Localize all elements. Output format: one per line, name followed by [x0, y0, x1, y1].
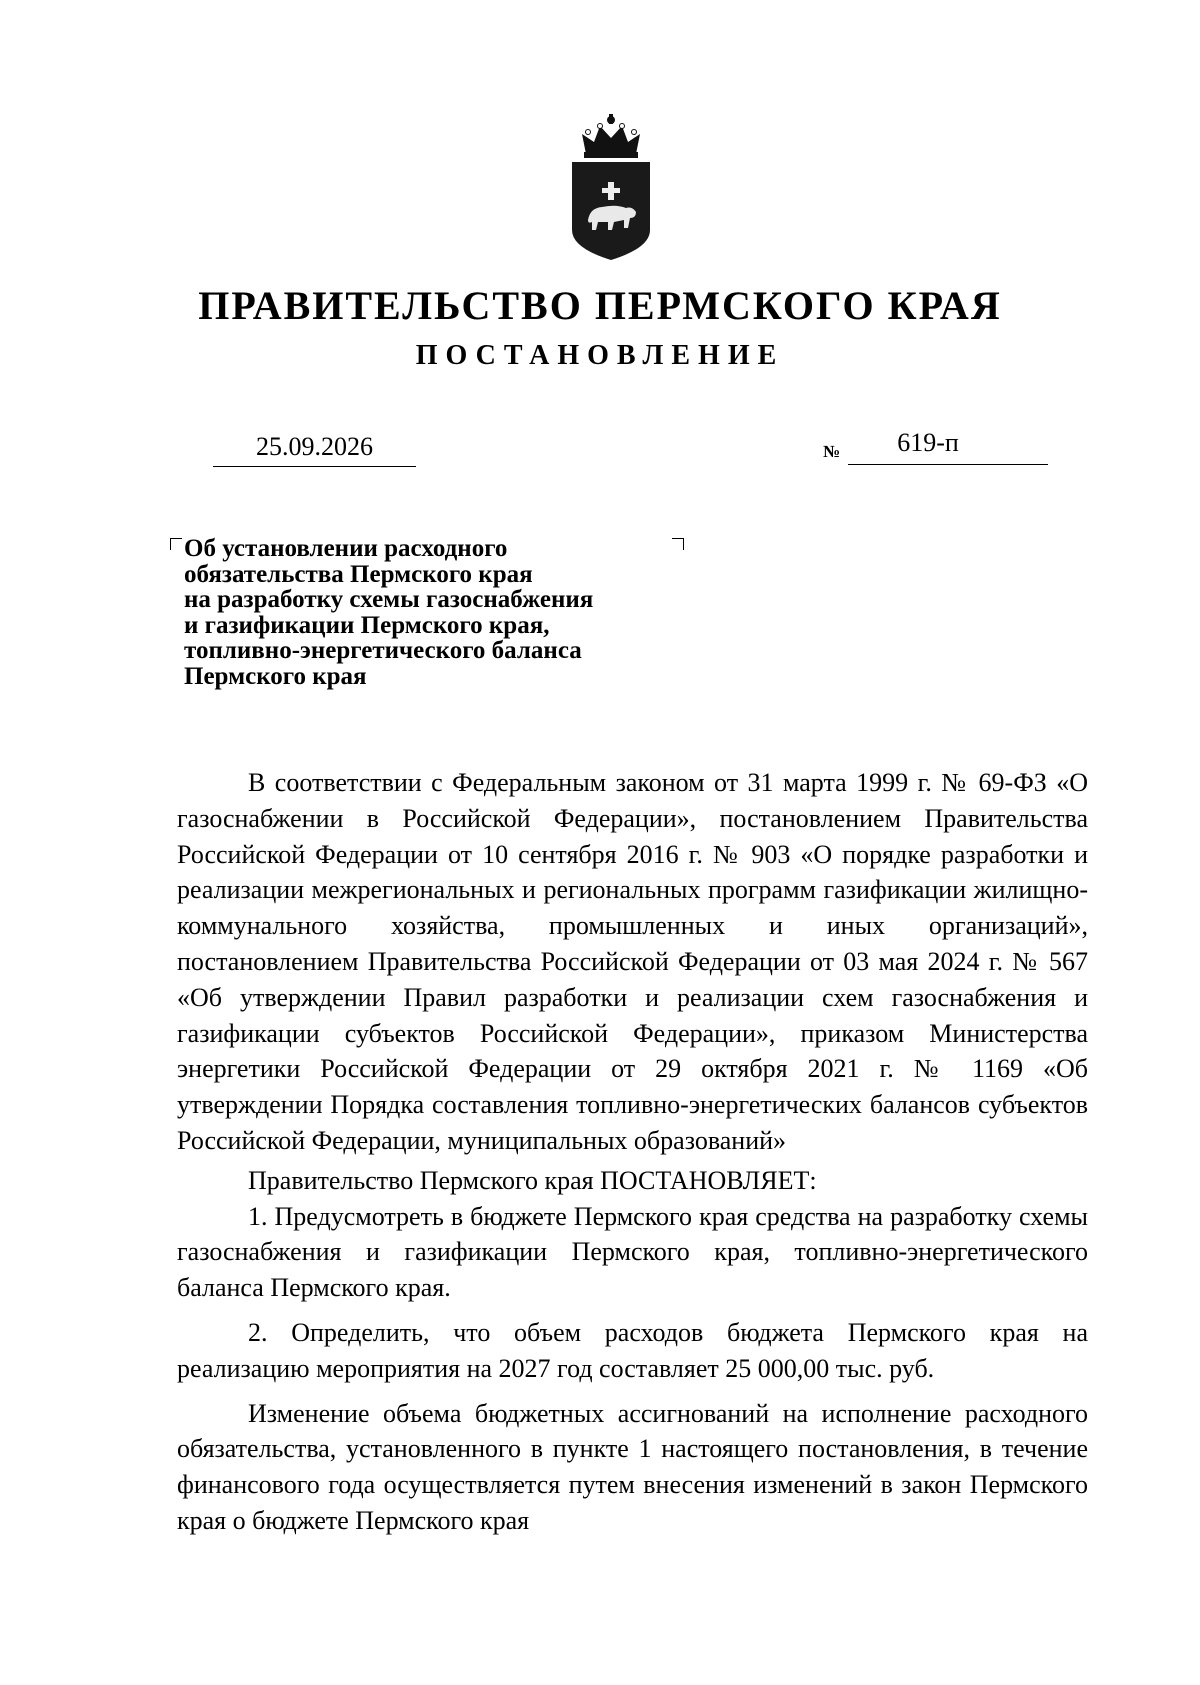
perm-krai-coat-of-arms-icon [566, 112, 656, 262]
subject-line: обязательства Пермского края [184, 560, 533, 588]
item-2-paragraph: 2. Определить, что объем расходов бюджета Пермского края на реализацию мероприятия на 2027 год составляет 25 000,00 тыс. руб. [177, 1317, 1088, 1383]
item-2-continued-paragraph: Изменение объема бюджетных ассигнований на исполнение расходного обязательства, установленного в пункте 1 настоящего постановления, в течение финансового года осуществляется путем внесения изменений в закон Пермского края о бюджете Пермского края [177, 1398, 1088, 1535]
document-type-title: ПОСТАНОВЛЕНИЕ [415, 340, 785, 371]
number-field [848, 420, 1048, 465]
document-date: 25.09.2026 [256, 432, 373, 461]
organization-title: ПРАВИТЕЛЬСТВО ПЕРМСКОГО КРАЯ [198, 283, 1002, 328]
subject-line: и газификации Пермского края, [184, 611, 550, 639]
subject-line: на разработку схемы газоснабжения [184, 586, 594, 613]
subject-line: Пермского края [184, 662, 367, 690]
document-body [177, 765, 1088, 1539]
document-subject [184, 536, 704, 689]
subject-corner-left [170, 538, 182, 550]
preamble-paragraph: В соответствии с Федеральным законом от 31 марта 1999 г. № 69-ФЗ «О газоснабжении в Российской Федерации», постановлением Правительства Российской Федерации от 10 сентября 2016 г. № 903 «О порядке разработки и реализации межрегиональных и региональных программ газификации жилищно-коммунального хозяйства, промышленных и иных организаций», постановлением Правительства Российской Федерации от 03 мая 2024 г. № 567 «Об утверждении Правил разработки и реализации схем газоснабжения и газификации субъектов Российской Федерации», приказом Министерства энергетики Российской Федерации от 29 октября 2021 г. № 1169 «Об утверждении Порядка составления топливно-энергетических балансов субъектов Российской Федерации, муниципальных образований» [177, 768, 1088, 1155]
subject-line: топливно-энергетического баланса [184, 637, 582, 664]
document-number: 619-п [897, 428, 959, 457]
item-1-paragraph: 1. Предусмотреть в бюджете Пермского края средства на разработку схемы газоснабжения и газификации Пермского края, топливно-энергетического баланса Пермского края. [177, 1201, 1088, 1303]
subject-line: Об установлении расходного [184, 535, 508, 562]
number-sign: № [823, 442, 841, 461]
date-field [213, 422, 416, 467]
resolves-paragraph: Правительство Пермского края ПОСТАНОВЛЯЕТ: [248, 1165, 817, 1195]
